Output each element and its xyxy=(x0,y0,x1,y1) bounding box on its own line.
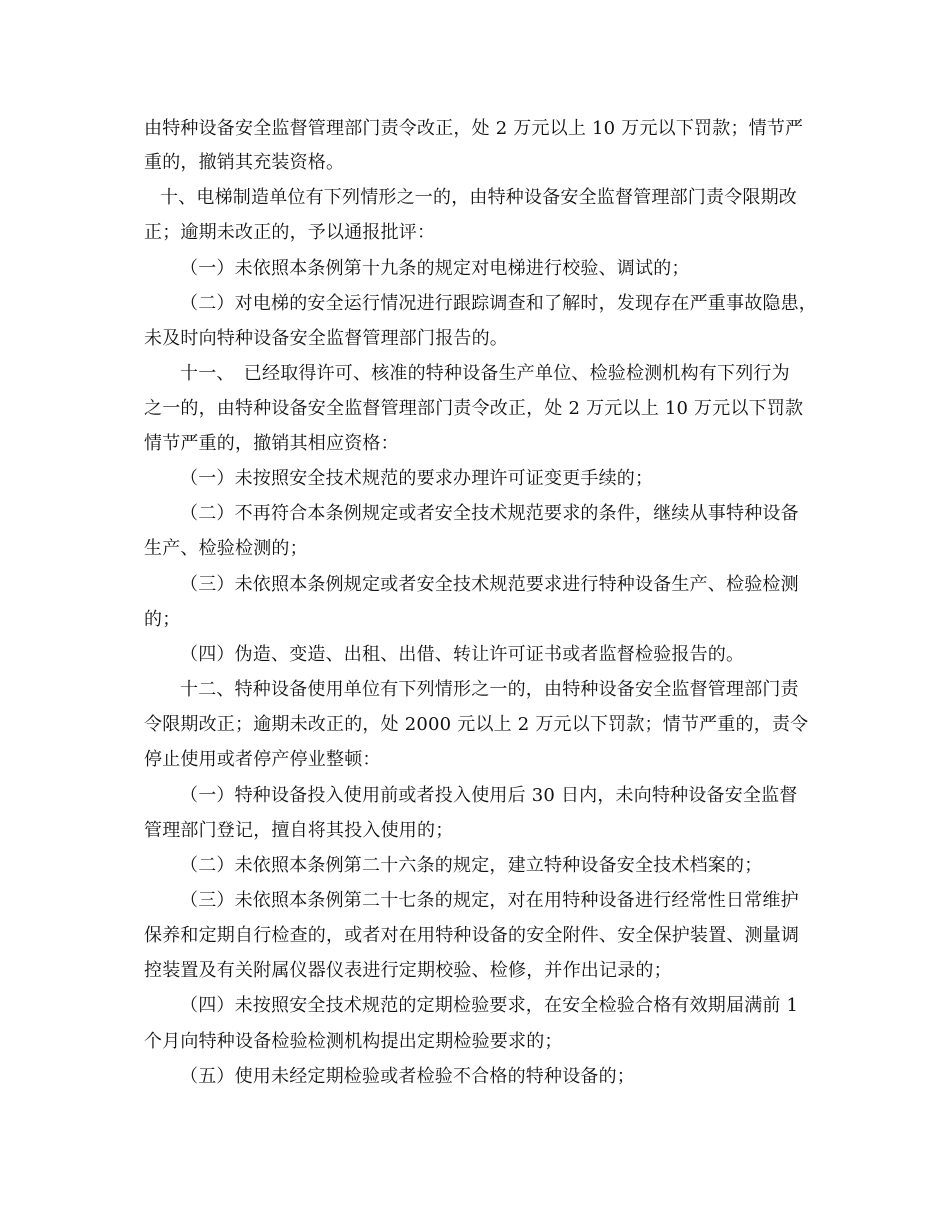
text-line: 的； xyxy=(144,609,181,630)
text-line: 令限期改正；逾期未改正的，处 2000 元以上 2 万元以下罚款；情节严重的，责令 xyxy=(144,714,809,735)
text-line: 十二、特种设备使用单位有下列情形之一的，由特种设备安全监督管理部门责 xyxy=(180,679,799,700)
text-line: （二）对电梯的安全运行情况进行跟踪调查和了解时，发现存在严重事故隐患， xyxy=(180,293,817,314)
text-line: （二）不再符合本条例规定或者安全技术规范要求的条件，继续从事特种设备 xyxy=(180,503,799,524)
text-line: （五）使用未经定期检验或者检验不合格的特种设备的； xyxy=(180,1066,635,1087)
text-line: 正；逾期未改正的，予以通报批评： xyxy=(144,222,436,243)
text-line: （一）特种设备投入使用前或者投入使用后 30 日内，未向特种设备安全监督 xyxy=(180,785,798,806)
text-line: 控装置及有关附属仪器仪表进行定期校验、检修，并作出记录的； xyxy=(144,960,672,981)
text-line: 个月向特种设备检验检测机构提出定期检验要求的； xyxy=(144,1031,563,1052)
text-line: （三）未依照本条例第二十七条的规定，对在用特种设备进行经常性日常维护 xyxy=(180,890,799,911)
text-line: 管理部门登记，擅自将其投入使用的； xyxy=(144,820,454,841)
text-line: 由特种设备安全监督管理部门责令改正，处 2 万元以上 10 万元以下罚款；情节严 xyxy=(144,118,804,139)
text-line: 未及时向特种设备安全监督管理部门报告的。 xyxy=(144,328,508,349)
text-line: （四）伪造、变造、出租、出借、转让许可证书或者监督检验报告的。 xyxy=(180,644,745,665)
text-line: 重的，撤销其充装资格。 xyxy=(144,152,345,173)
text-line: 情节严重的，撤销其相应资格： xyxy=(144,433,399,454)
text-line: 十、电梯制造单位有下列情形之一的，由特种设备安全监督管理部门责令限期改 xyxy=(160,187,797,208)
text-line: （一）未依照本条例第十九条的规定对电梯进行校验、调试的； xyxy=(180,258,690,279)
text-line: （二）未依照本条例第二十六条的规定，建立特种设备安全技术档案的； xyxy=(180,855,763,876)
text-line: （一）未按照安全技术规范的要求办理许可证变更手续的； xyxy=(180,468,654,489)
text-line: 十一、 已经取得许可、核准的特种设备生产单位、检验检测机构有下列行为 xyxy=(180,363,790,384)
text-line: 停止使用或者停产停业整顿： xyxy=(144,749,381,770)
text-line: （四）未按照安全技术规范的定期检验要求，在安全检验合格有效期届满前 1 xyxy=(180,995,799,1016)
text-line: 生产、检验检测的； xyxy=(144,538,308,559)
text-line: 保养和定期自行检查的，或者对在用特种设备的安全附件、安全保护装置、测量调 xyxy=(144,925,800,946)
text-line: 之一的，由特种设备安全监督管理部门责令改正，处 2 万元以上 10 万元以下罚款 xyxy=(144,398,804,419)
text-line: （三）未依照本条例规定或者安全技术规范要求进行特种设备生产、检验检测 xyxy=(180,574,799,595)
